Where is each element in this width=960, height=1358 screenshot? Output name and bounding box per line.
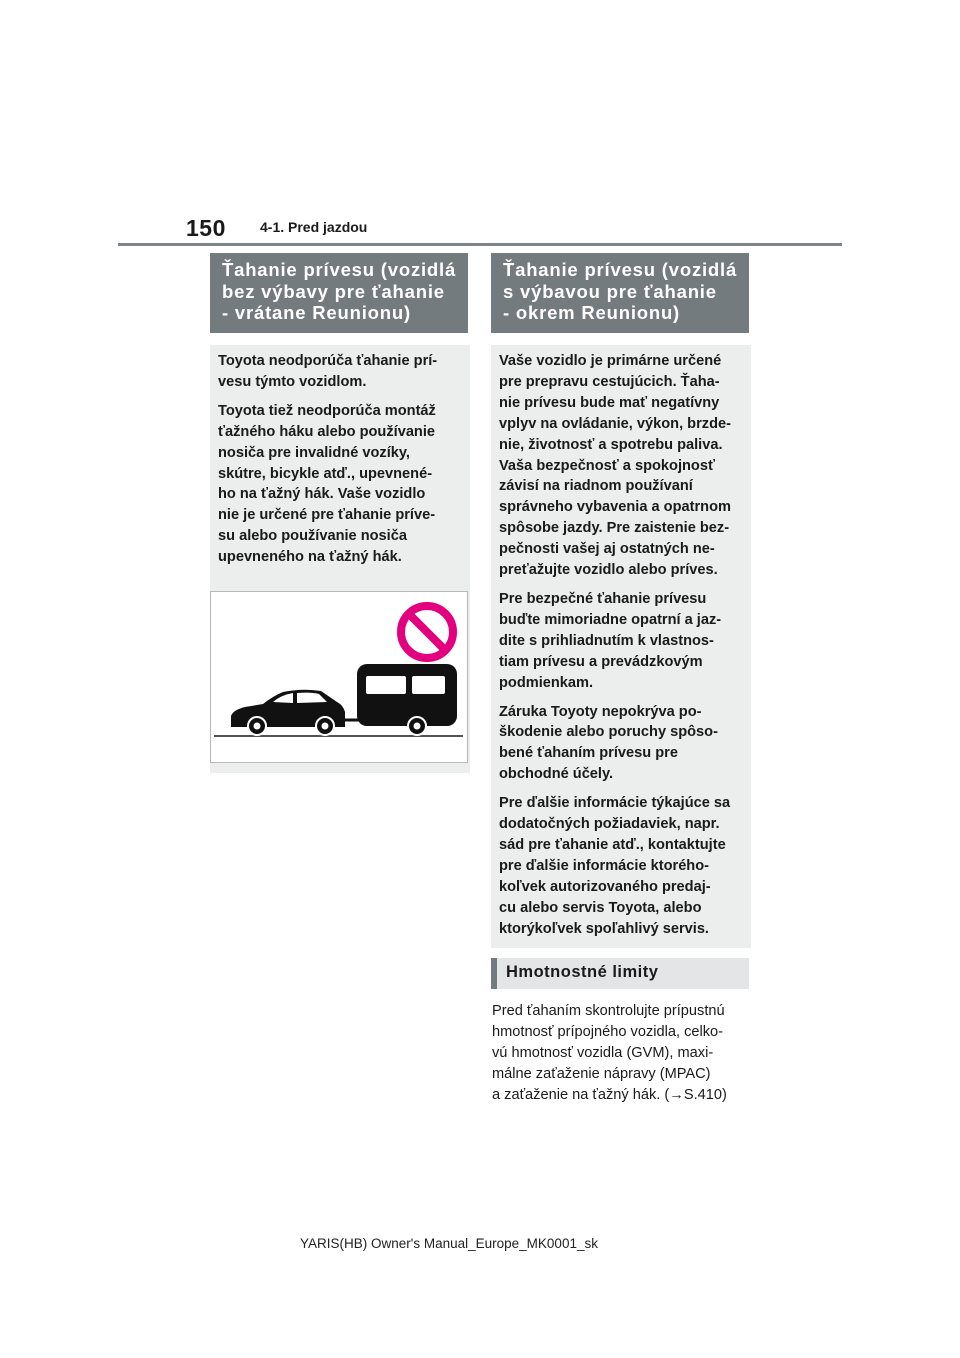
- text-line: hmotnosť prípojného vozidla, celko-: [492, 1023, 723, 1040]
- text-line: obchodné účely.: [499, 766, 614, 783]
- towing-illustration: [210, 591, 468, 763]
- text-line: pečnosti vašej aj ostatných ne-: [499, 541, 715, 558]
- caravan-trailer-icon: [357, 664, 457, 735]
- heading-line: s výbavou pre ťahanie: [503, 280, 717, 302]
- text-line: pre ďalšie informácie ktoréhо-: [499, 857, 709, 874]
- text-line: nie je určené pre ťahanie príve-: [218, 507, 436, 524]
- text-line: koľvek autorizovaného predaj-: [499, 878, 711, 895]
- text-line: su alebo používanie nosiča: [218, 528, 407, 545]
- text-line: vplyv na ovládanie, výkon, brzde-: [499, 415, 731, 432]
- text-line: cu alebo servis Toyota, alebo: [499, 899, 702, 916]
- text-line: Vaša bezpečnosť a spokojnosť: [499, 457, 715, 474]
- text-line: závisí na riadnom používaní: [499, 478, 693, 495]
- text-line: tiam prívesu a prevádzkovým: [499, 653, 703, 670]
- text-line: ťažného háku alebo používanie: [218, 423, 436, 440]
- heading-line: Ťahanie prívesu (vozidlá: [503, 259, 738, 280]
- section-title: 4-1. Pred jazdou: [260, 219, 368, 235]
- page-number: 150: [186, 215, 226, 241]
- text-line: správneho vybavenia a opatrnom: [499, 499, 731, 516]
- text-line: upevneného na ťažný hák.: [218, 549, 402, 566]
- text-line: ktorýkoľvek spoľahlivý servis.: [499, 920, 709, 937]
- text-line: pre prepravu cestujúcich. Ťaha-: [499, 373, 720, 390]
- text-line: Toyota neodporúča ťahanie prí-: [218, 353, 438, 369]
- heading-line: Ťahanie prívesu (vozidlá: [222, 259, 457, 280]
- right-panel-heading: [491, 253, 749, 333]
- heading-line: - vrátane Reunionu): [222, 302, 411, 323]
- text-line: Pred ťahaním skontrolujte prípustnú: [492, 1003, 725, 1019]
- text-line: Pre ďalšie informácie týkajúce sa: [499, 795, 731, 812]
- paragraph: [499, 589, 743, 694]
- text-line: Toyota tiež neodporúča montáž: [218, 402, 436, 419]
- weight-limits-heading: Hmotnostné limity: [491, 958, 749, 989]
- text-line: buďte mimoriadne opatrní a jaz-: [499, 611, 722, 628]
- right-panel-body: [491, 345, 751, 948]
- heading-line: bez výbavy pre ťahanie: [222, 280, 445, 302]
- text-line: dite s prihliadnutím k vlastnos-: [499, 632, 714, 649]
- paragraph: [499, 702, 743, 786]
- text-line: dodatočných požiadaviek, napr.: [499, 816, 720, 833]
- text-line: spôsobe jazdy. Pre zaistenie bez-: [499, 520, 730, 537]
- paragraph: [218, 351, 462, 393]
- text-line: málne zaťaženie nápravy (MPAC): [492, 1065, 711, 1082]
- left-panel-heading: [210, 253, 468, 333]
- text-line: Pre bezpečné ťahanie prívesu: [499, 590, 707, 607]
- paragraph: [499, 351, 743, 581]
- towing-prohibited-graphic: [211, 592, 467, 762]
- text-line: podmienkam.: [499, 674, 594, 691]
- text-line: vú hmotnosť vozidla (GVM), maxi-: [492, 1044, 714, 1061]
- text-line: Záruka Toyoty nepokrýva po-: [499, 703, 702, 720]
- text-line: nosiča pre invalidné vozíky,: [218, 444, 410, 461]
- paragraph: [499, 793, 743, 939]
- weight-limits-text: [492, 1001, 727, 1106]
- text-line: vesu týmto vozidlom.: [218, 373, 367, 390]
- heading-line: - okrem Reunionu): [503, 302, 681, 323]
- text-line: bené ťahaním prívesu pre: [499, 745, 678, 762]
- text-line: škodenie alebo poruchy spôso-: [499, 724, 718, 741]
- page-reference-link[interactable]: a zaťaženie na ťažný hák. (→S.410): [492, 1086, 727, 1103]
- footer-manual-id: YARIS(HB) Owner's Manual_Europe_MK0001_sk: [300, 1236, 598, 1251]
- text-line: skútre, bicykle atď., upevnené-: [218, 465, 433, 482]
- text-line: ho na ťažný hák. Vaše vozidlo: [218, 486, 426, 503]
- prohibition-icon: [401, 606, 453, 658]
- text-line: nie prívesu bude mať negatívny: [499, 394, 720, 411]
- text-line: preťažujte vozidlo alebo príves.: [499, 562, 718, 579]
- paragraph: [218, 401, 462, 568]
- text-line: Vaše vozidlo je primárne určené: [499, 353, 722, 369]
- text-line: sád pre ťahanie atď., kontaktujte: [499, 836, 726, 853]
- text-line: nie, životnosť a spotrebu paliva.: [499, 436, 723, 453]
- header-divider: [118, 243, 842, 246]
- car-icon: [231, 690, 345, 735]
